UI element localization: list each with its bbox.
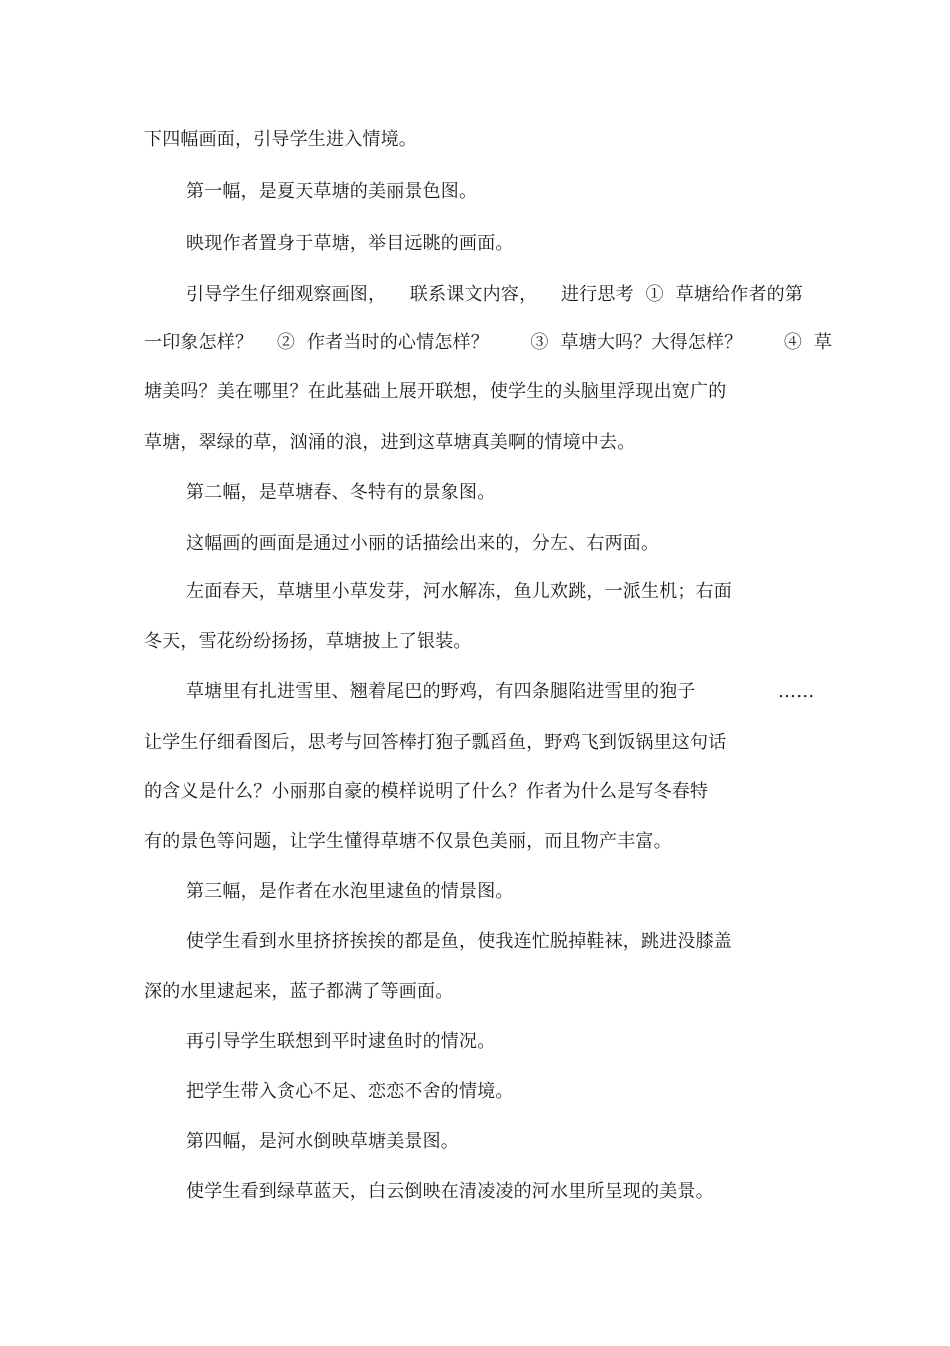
ellipsis-text: …… <box>778 681 815 702</box>
text-line: 第四幅，是河水倒映草塘美景图。 <box>186 1131 459 1152</box>
text-line: 草塘，翠绿的草，汹涌的浪，进到这草塘真美啊的情境中去。 <box>144 432 636 453</box>
text-line: 映现作者置身于草塘，举目远眺的画面。 <box>186 233 514 254</box>
text-line: 的含义是什么？小丽那自豪的模样说明了什么？作者为什么是写冬春特 <box>144 781 709 802</box>
text-line: 塘美吗？美在哪里？在此基础上展开联想，使学生的头脑里浮现出宽广的 <box>144 381 727 402</box>
text-line: 引导学生仔细观察画图， 联系课文内容， 进行思考 ① 草塘给作者的第 <box>186 284 804 305</box>
text-line: 第二幅，是草塘春、冬特有的景象图。 <box>186 482 496 503</box>
text-line: 左面春天，草塘里小草发芽，河水解冻，鱼儿欢跳，一派生机；右面 <box>186 581 732 602</box>
text-line: 让学生仔细看图后，思考与回答棒打狍子瓢舀鱼，野鸡飞到饭锅里这句话 <box>144 732 727 753</box>
text-line: 再引导学生联想到平时逮鱼时的情况。 <box>186 1031 496 1052</box>
text-line: 冬天，雪花纷纷扬扬，草塘披上了银装。 <box>144 631 472 652</box>
text-line: 把学生带入贪心不足、恋恋不舍的情境。 <box>186 1081 514 1102</box>
text-line: 使学生看到绿草蓝天，白云倒映在清凌凌的河水里所呈现的美景。 <box>186 1181 714 1202</box>
text-line: 第三幅，是作者在水泡里逮鱼的情景图。 <box>186 881 514 902</box>
text-line: 草塘里有扎进雪里、翘着尾巴的野鸡，有四条腿陷进雪里的狍子 <box>186 681 696 702</box>
text-line: 使学生看到水里挤挤挨挨的都是鱼，使我连忙脱掉鞋袜，跳进没膝盖 <box>186 931 732 952</box>
text-line: 这幅画的画面是通过小丽的话描绘出来的，分左、右两面。 <box>186 533 660 554</box>
text-line: 下四幅画面，引导学生进入情境。 <box>144 129 417 150</box>
text-line: 深的水里逮起来，蓝子都满了等画面。 <box>144 981 454 1002</box>
text-line: 有的景色等问题，让学生懂得草塘不仅景色美丽，而且物产丰富。 <box>144 831 672 852</box>
text-line: 第一幅，是夏天草塘的美丽景色图。 <box>186 181 478 202</box>
text-line: 一印象怎样？ ② 作者当时的心情怎样？ ③ 草塘大吗？大得怎样？ ④ 草 <box>144 332 833 353</box>
